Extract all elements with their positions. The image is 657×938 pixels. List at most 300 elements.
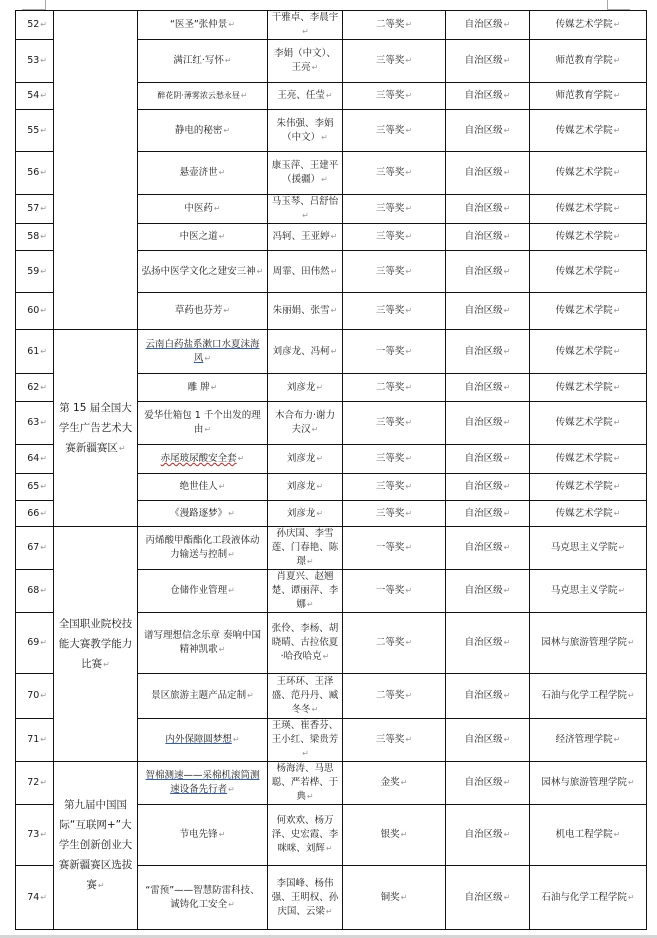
award-cell-text: 二等奖 [375, 381, 405, 393]
row-number-cell-text: 62 [27, 381, 40, 393]
college-cell-text: 园林与旅游管理学院 [541, 637, 627, 648]
paragraph-mark-icon: ↵ [321, 132, 328, 142]
paragraph-mark-icon: ↵ [228, 586, 235, 595]
college-cell [530, 195, 647, 224]
project-title-cell-text: 中医药 [184, 203, 213, 214]
members-cell [268, 402, 343, 445]
level-cell [446, 195, 530, 224]
members-cell [268, 570, 343, 613]
project-title-cell-text: 满江红·写怀 [173, 55, 224, 66]
paragraph-mark-icon: ↵ [97, 881, 105, 890]
row-number-cell [16, 762, 54, 805]
table-row [16, 11, 647, 40]
level-cell [446, 445, 530, 474]
paragraph-mark-icon: ↵ [503, 232, 511, 241]
project-title-cell-text: 草药也芬芳 [174, 305, 223, 316]
row-number-cell-text: 63 [27, 417, 40, 428]
college-cell [530, 110, 647, 152]
award-cell [343, 40, 446, 83]
college-cell [530, 613, 647, 674]
paragraph-mark-icon: ↵ [316, 482, 324, 491]
level-cell [446, 719, 530, 762]
paragraph-mark-icon: ↵ [232, 735, 240, 744]
level-cell-text: 自治区级 [464, 167, 503, 178]
paragraph-mark-icon: ↵ [218, 830, 226, 839]
members-cell [268, 224, 343, 251]
awards-table-body [16, 11, 647, 930]
members-cell-text: 周霏、田伟然 [272, 265, 330, 277]
award-cell [343, 674, 446, 719]
paragraph-mark-icon: ↵ [228, 899, 235, 909]
award-cell-text: 三等奖 [375, 90, 405, 101]
paragraph-mark-icon: ↵ [503, 125, 511, 135]
level-cell [446, 570, 530, 613]
award-cell [343, 501, 446, 527]
paragraph-mark-icon: ↵ [103, 659, 110, 669]
paragraph-mark-icon: ↵ [613, 204, 621, 213]
paragraph-mark-icon: ↵ [405, 232, 413, 241]
award-cell-text: 三等奖 [375, 55, 405, 66]
row-number-cell [16, 152, 54, 195]
members-cell [268, 251, 343, 293]
paragraph-mark-icon: ↵ [40, 346, 47, 356]
college-cell-text: 传媒艺术学院 [555, 124, 613, 136]
row-number-cell [16, 83, 54, 110]
award-cell [343, 805, 446, 866]
project-title-cell [138, 762, 268, 805]
paragraph-mark-icon: ↵ [613, 232, 621, 241]
paragraph-mark-icon: ↵ [405, 168, 413, 177]
level-cell-text: 自治区级 [464, 90, 503, 101]
project-title-cell [138, 805, 268, 866]
award-cell [343, 474, 446, 501]
row-number-cell [16, 251, 54, 293]
project-title-cell [138, 501, 268, 527]
paragraph-mark-icon: ↵ [503, 382, 511, 392]
members-cell-text: 马玉琴、吕舒怡 [271, 196, 339, 207]
paragraph-mark-icon: ↵ [503, 691, 511, 700]
members-cell [268, 195, 343, 224]
award-cell-text: 三等奖 [375, 305, 405, 316]
category-cell [54, 527, 138, 762]
college-cell-text: 传媒艺术学院 [555, 417, 613, 428]
paragraph-mark-icon: ↵ [40, 586, 47, 595]
row-number-cell-text: 73 [27, 829, 40, 840]
table-row [16, 330, 647, 374]
row-number-cell [16, 474, 54, 501]
members-cell [268, 674, 343, 719]
members-cell-text: 王亮、任莹 [277, 90, 325, 101]
row-number-cell-text: 53 [27, 55, 40, 66]
row-number-cell [16, 374, 54, 402]
level-cell [446, 11, 530, 40]
paragraph-mark-icon: ↵ [311, 63, 319, 72]
college-cell-text: 马克思主义学院 [550, 585, 618, 596]
project-title-cell [138, 570, 268, 613]
award-cell [343, 613, 446, 674]
paragraph-mark-icon: ↵ [40, 91, 47, 100]
level-cell-text: 自治区级 [464, 690, 503, 701]
award-cell-text: 一等奖 [375, 542, 405, 553]
members-cell [268, 474, 343, 501]
award-cell-text: 金奖 [380, 777, 400, 788]
category-cell [54, 330, 138, 527]
project-title-cell-text: 雕 牌 [187, 381, 210, 393]
award-cell [343, 527, 446, 570]
paragraph-mark-icon: ↵ [330, 232, 338, 241]
college-cell [530, 402, 647, 445]
members-cell-text: 冯轲、王亚婷 [272, 231, 330, 242]
paragraph-mark-icon: ↵ [503, 482, 511, 491]
paragraph-mark-icon: ↵ [40, 454, 47, 463]
level-cell-text: 自治区级 [464, 891, 503, 903]
project-title-cell [138, 224, 268, 251]
project-title-cell [138, 866, 268, 930]
paragraph-mark-icon: ↵ [40, 204, 47, 213]
award-cell [343, 762, 446, 805]
paragraph-mark-icon: ↵ [503, 454, 511, 463]
paragraph-mark-icon: ↵ [40, 56, 47, 65]
award-cell-text: 三等奖 [375, 167, 405, 178]
row-number-cell [16, 570, 54, 613]
award-cell [343, 83, 446, 110]
paragraph-mark-icon: ↵ [311, 705, 319, 714]
level-cell [446, 374, 530, 402]
members-cell [268, 110, 343, 152]
paragraph-mark-icon: ↵ [316, 454, 324, 463]
college-cell-text: 石油与化学工程学院 [541, 690, 627, 701]
college-cell [530, 527, 647, 570]
level-cell-text: 自治区级 [464, 305, 503, 316]
award-cell-text: 三等奖 [375, 734, 405, 745]
members-cell-text: 康玉萍、王建平（援疆） [271, 160, 339, 185]
level-cell [446, 474, 530, 501]
paragraph-mark-icon: ↵ [405, 306, 413, 315]
level-cell [446, 224, 530, 251]
college-cell-text: 机电工程学院 [555, 829, 613, 840]
level-cell [446, 40, 530, 83]
project-title-cell-text: 丙烯酸甲酯酯化工段液体动力输送与控制 [145, 535, 260, 560]
level-cell [446, 527, 530, 570]
paragraph-mark-icon: ↵ [405, 638, 413, 647]
paragraph-mark-icon: ↵ [613, 266, 621, 276]
paragraph-mark-icon: ↵ [405, 204, 413, 213]
level-cell [446, 251, 530, 293]
paragraph-mark-icon: ↵ [218, 168, 226, 177]
award-cell-text: 一等奖 [375, 585, 405, 596]
paragraph-mark-icon: ↵ [240, 91, 248, 100]
row-number-cell-text: 55 [27, 124, 40, 136]
award-cell [343, 866, 446, 930]
members-cell-text: 杨海涛、马思聪、严若桦、于典 [271, 763, 339, 802]
college-cell-text: 传媒艺术学院 [555, 265, 613, 277]
college-cell [530, 805, 647, 866]
row-number-cell-text: 57 [27, 203, 40, 214]
level-cell-text: 自治区级 [464, 507, 503, 519]
paragraph-mark-icon: ↵ [405, 91, 413, 100]
paragraph-mark-icon: ↵ [40, 382, 47, 392]
project-title-cell-text: 景区旅游主题产品定制 [151, 690, 247, 701]
paragraph-mark-icon: ↵ [40, 892, 47, 902]
paragraph-mark-icon: ↵ [405, 586, 413, 595]
members-cell [268, 330, 343, 374]
paragraph-mark-icon: ↵ [613, 454, 621, 463]
project-title-cell [138, 152, 268, 195]
level-cell [446, 402, 530, 445]
category-cell [54, 11, 138, 330]
row-number-cell [16, 224, 54, 251]
paragraph-mark-icon: ↵ [627, 691, 635, 700]
college-cell-text: 传媒艺术学院 [555, 345, 613, 357]
paragraph-mark-icon: ↵ [613, 382, 621, 392]
members-cell-text: 刘彦龙、冯柯 [272, 345, 330, 357]
paragraph-mark-icon: ↵ [306, 600, 314, 609]
award-cell-text: 二等奖 [375, 19, 405, 30]
row-number-cell-text: 67 [27, 542, 40, 553]
paragraph-mark-icon: ↵ [204, 425, 212, 434]
level-cell-text: 自治区级 [464, 585, 503, 596]
page-corner-mark-left [22, 0, 46, 10]
project-title-cell [138, 110, 268, 152]
row-number-cell [16, 195, 54, 224]
award-cell-text: 三等奖 [375, 203, 405, 214]
paragraph-mark-icon: ↵ [325, 91, 333, 100]
level-cell-text: 自治区级 [464, 637, 503, 648]
row-number-cell [16, 402, 54, 445]
members-cell [268, 11, 343, 40]
project-title-cell [138, 251, 268, 293]
category-cell-text: 全国职业院校技能大赛教学能力比赛 [58, 617, 133, 670]
paragraph-mark-icon: ↵ [503, 168, 511, 177]
paragraph-mark-icon: ↵ [503, 638, 511, 647]
row-number-cell [16, 613, 54, 674]
college-cell [530, 866, 647, 930]
paragraph-mark-icon: ↵ [405, 543, 413, 552]
paragraph-mark-icon: ↵ [503, 892, 511, 902]
paragraph-mark-icon: ↵ [627, 892, 635, 902]
award-cell-text: 二等奖 [375, 690, 405, 701]
members-cell-text: 肖夏兴、赵翘楚、谭丽萍、李娜 [271, 571, 339, 610]
paragraph-mark-icon: ↵ [618, 586, 626, 595]
level-cell-text: 自治区级 [464, 829, 503, 840]
award-cell [343, 251, 446, 293]
paragraph-mark-icon: ↵ [405, 346, 413, 356]
level-cell [446, 330, 530, 374]
paragraph-mark-icon: ↵ [204, 353, 212, 363]
level-cell-text: 自治区级 [464, 734, 503, 745]
paragraph-mark-icon: ↵ [330, 266, 338, 276]
project-title-cell [138, 195, 268, 224]
paragraph-mark-icon: ↵ [237, 454, 245, 463]
paragraph-mark-icon: ↵ [306, 557, 314, 566]
level-cell-text: 自治区级 [464, 19, 503, 30]
level-cell [446, 110, 530, 152]
level-cell-text: 自治区级 [464, 265, 503, 277]
paragraph-mark-icon: ↵ [40, 266, 47, 276]
members-cell-text: 朱丽娟、张雪 [272, 305, 330, 316]
level-cell-text: 自治区级 [464, 453, 503, 464]
project-title-cell-text: 云南白药盐系漱口水夏沫海风 [145, 338, 260, 364]
paragraph-mark-icon: ↵ [218, 232, 226, 241]
paragraph-mark-icon: ↵ [210, 382, 218, 392]
level-cell [446, 613, 530, 674]
college-cell-text: 传媒艺术学院 [555, 167, 613, 178]
paragraph-mark-icon: ↵ [405, 418, 413, 427]
project-title-cell-text: 节电先锋 [179, 829, 218, 840]
members-cell-text: 刘彦龙 [286, 453, 316, 464]
paragraph-mark-icon: ↵ [613, 56, 621, 65]
paragraph-mark-icon: ↵ [503, 830, 511, 839]
award-cell-text: 三等奖 [375, 231, 405, 242]
paragraph-mark-icon: ↵ [405, 266, 413, 276]
members-cell-text: 李国峰、杨伟强、王明权、孙庆国、云梁 [271, 877, 339, 917]
paragraph-mark-icon: ↵ [40, 691, 47, 700]
paragraph-mark-icon: ↵ [503, 586, 511, 595]
paragraph-mark-icon: ↵ [613, 418, 621, 427]
paragraph-mark-icon: ↵ [118, 443, 126, 453]
paragraph-mark-icon: ↵ [405, 382, 413, 392]
college-cell [530, 224, 647, 251]
row-number-cell-text: 58 [27, 231, 40, 242]
college-cell-text: 师范教育学院 [555, 90, 613, 101]
project-title-cell [138, 374, 268, 402]
level-cell-text: 自治区级 [464, 231, 503, 242]
paragraph-mark-icon: ↵ [224, 56, 232, 65]
project-title-cell-text: 弘扬中医学文化之建安三神 [141, 265, 256, 277]
project-title-cell-text: 智棉测速——采棉机滚筒测速设备先行者 [145, 770, 260, 795]
college-cell [530, 674, 647, 719]
award-cell [343, 570, 446, 613]
members-cell [268, 719, 343, 762]
college-cell [530, 83, 647, 110]
award-cell-text: 三等奖 [375, 265, 405, 277]
project-title-cell-text: “医圣”张仲景 [169, 19, 228, 30]
project-title-cell-text: 《漫路逐梦》 [170, 507, 228, 519]
college-cell [530, 719, 647, 762]
award-cell [343, 11, 446, 40]
paragraph-mark-icon: ↵ [627, 638, 635, 647]
members-cell-text: 朱伟强、李娟（中文） [276, 117, 334, 143]
members-cell-text: 王瑛、崔香芬、王小红、梁贵芳 [271, 720, 339, 745]
paragraph-mark-icon: ↵ [503, 735, 511, 744]
paragraph-mark-icon: ↵ [40, 735, 47, 744]
paragraph-mark-icon: ↵ [228, 20, 236, 29]
members-cell-text: 刘彦龙 [286, 381, 316, 393]
row-number-cell-text: 69 [27, 637, 40, 648]
paragraph-mark-icon: ↵ [40, 168, 47, 177]
row-number-cell-text: 64 [27, 453, 40, 464]
row-number-cell-text: 52 [27, 19, 40, 30]
project-title-cell [138, 11, 268, 40]
level-cell [446, 152, 530, 195]
level-cell-text: 自治区级 [464, 417, 503, 428]
college-cell [530, 40, 647, 83]
award-cell [343, 330, 446, 374]
paragraph-mark-icon: ↵ [613, 508, 621, 518]
college-cell-text: 传媒艺术学院 [555, 381, 613, 393]
level-cell [446, 83, 530, 110]
paragraph-mark-icon: ↵ [223, 306, 231, 315]
college-cell [530, 762, 647, 805]
category-cell [54, 762, 138, 930]
members-cell [268, 83, 343, 110]
table-row [16, 527, 647, 570]
members-cell [268, 152, 343, 195]
awards-table [15, 10, 647, 930]
paragraph-mark-icon: ↵ [228, 785, 235, 794]
level-cell-text: 自治区级 [464, 55, 503, 66]
row-number-cell-text: 66 [27, 507, 40, 519]
award-cell-text: 铜奖 [380, 891, 400, 903]
row-number-cell [16, 330, 54, 374]
paragraph-mark-icon: ↵ [405, 508, 413, 518]
row-number-cell [16, 110, 54, 152]
paragraph-mark-icon: ↵ [330, 346, 338, 356]
paragraph-mark-icon: ↵ [613, 735, 621, 744]
paragraph-mark-icon: ↵ [405, 56, 413, 65]
members-cell-text: 张伶、李杨、胡晓晴、古拉依夏·哈孜哈克 [271, 623, 339, 662]
paragraph-mark-icon: ↵ [618, 543, 626, 552]
paragraph-mark-icon: ↵ [321, 175, 328, 184]
members-cell [268, 613, 343, 674]
paragraph-mark-icon: ↵ [613, 306, 621, 315]
paragraph-mark-icon: ↵ [400, 778, 408, 787]
project-title-cell-text: 谱写理想信念乐章 奏响中国精神凯歌 [143, 630, 262, 655]
paragraph-mark-icon: ↵ [503, 508, 511, 518]
project-title-cell-text: 悬壶济世 [179, 167, 218, 178]
paragraph-mark-icon: ↵ [503, 204, 511, 213]
row-number-cell [16, 445, 54, 474]
project-title-cell [138, 402, 268, 445]
row-number-cell [16, 293, 54, 330]
level-cell-text: 自治区级 [464, 481, 503, 492]
paragraph-mark-icon: ↵ [503, 418, 511, 427]
paragraph-mark-icon: ↵ [503, 346, 511, 356]
table-row [16, 762, 647, 805]
paragraph-mark-icon: ↵ [40, 418, 47, 427]
level-cell-text: 自治区级 [464, 777, 503, 788]
award-cell-text: 三等奖 [375, 453, 405, 464]
paragraph-mark-icon: ↵ [40, 232, 47, 241]
college-cell [530, 251, 647, 293]
paragraph-mark-icon: ↵ [325, 844, 333, 853]
award-cell [343, 445, 446, 474]
paragraph-mark-icon: ↵ [40, 543, 47, 552]
paragraph-mark-icon: ↵ [613, 830, 621, 839]
college-cell-text: 传媒艺术学院 [555, 203, 613, 214]
paragraph-mark-icon: ↵ [613, 91, 621, 100]
level-cell [446, 674, 530, 719]
project-title-cell [138, 293, 268, 330]
row-number-cell [16, 674, 54, 719]
paragraph-mark-icon: ↵ [405, 691, 413, 700]
paragraph-mark-icon: ↵ [405, 735, 413, 744]
college-cell-text: 传媒艺术学院 [555, 231, 613, 242]
paragraph-mark-icon: ↵ [218, 482, 226, 491]
paragraph-mark-icon: ↵ [503, 56, 511, 65]
members-cell [268, 762, 343, 805]
college-cell [530, 501, 647, 527]
college-cell-text: 园林与旅游管理学院 [541, 777, 627, 788]
paragraph-mark-icon: ↵ [400, 830, 408, 839]
paragraph-mark-icon: ↵ [405, 125, 413, 135]
paragraph-mark-icon: ↵ [302, 211, 309, 220]
members-cell-text: 何欢欢、杨万泽、史宏霞、李咪咪、刘辉 [271, 815, 339, 854]
college-cell-text: 传媒艺术学院 [555, 507, 613, 519]
row-number-cell-text: 70 [27, 690, 40, 701]
project-title-cell-text: “雷预”——智慧防雷科技、诚铸化工安全 [145, 884, 260, 910]
paragraph-mark-icon: ↵ [40, 20, 47, 29]
